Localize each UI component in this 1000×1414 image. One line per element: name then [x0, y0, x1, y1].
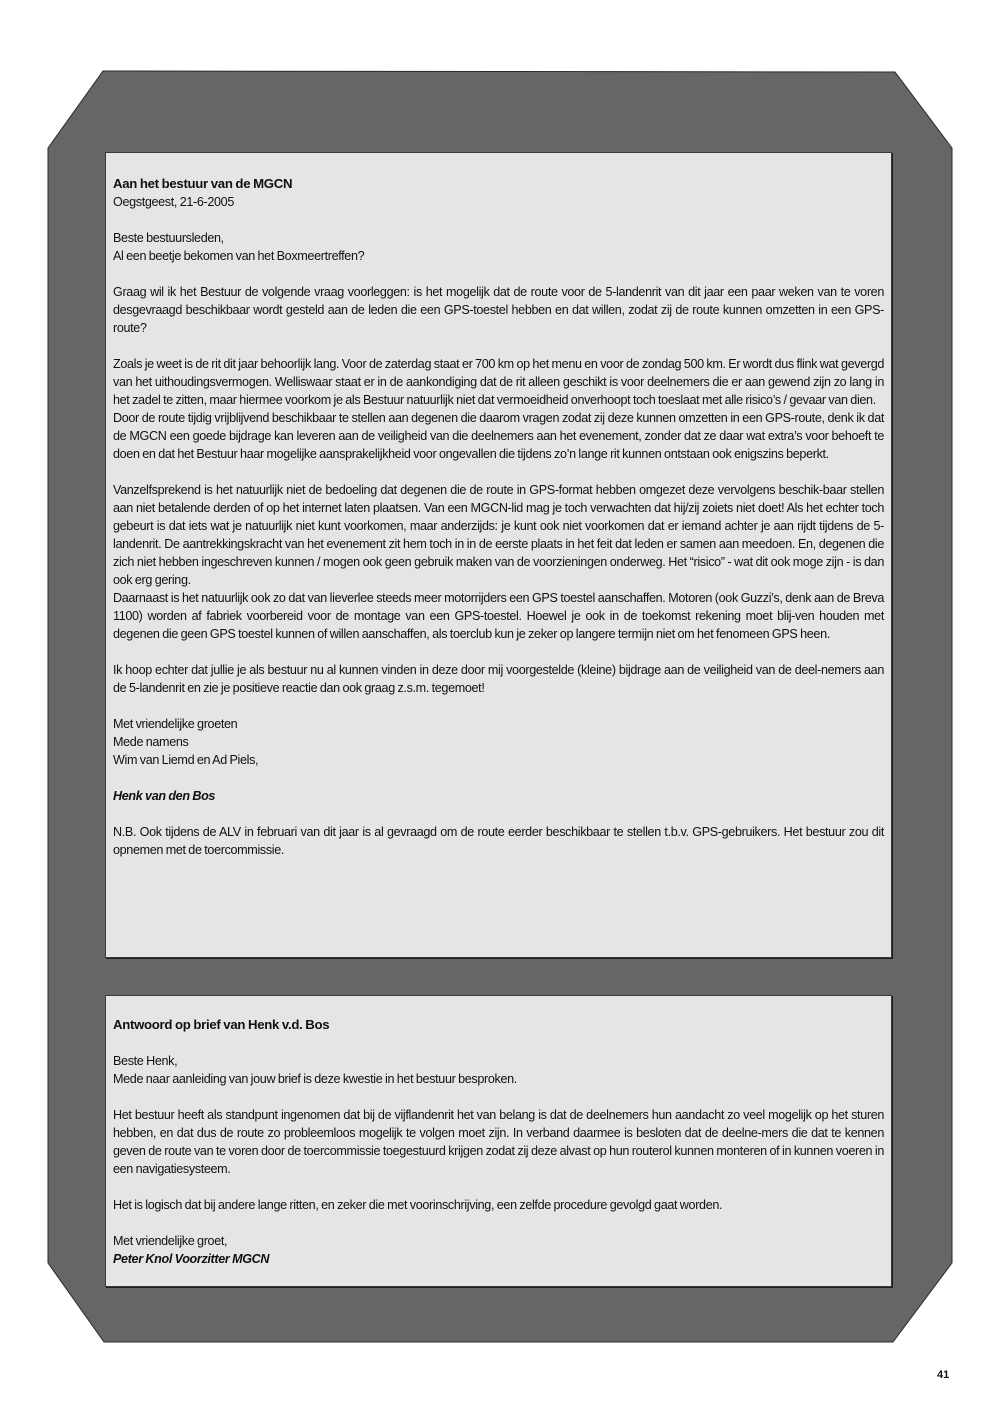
letter-panel [105, 152, 892, 958]
letter-signature: Henk van den Bos [113, 789, 216, 803]
letter-paragraph: Door de route tijdig vrijblijvend beschikbaar te stellen aan degenen die daarom vragen zodat zij deze kunnen omzetten in een GPS-route, denk ik dat de MGCN een goede bijdrage kan leveren aan de veiligheid van die deelnemers aan het evenement, zonder dat ze daar wat extra’s voor behoeft te doen en dat het Bestuur haar mogelijke aansprakelijkheid voor ongevallen die tijdens zo’n lange rit kunnen ontstaan ook enigszins beperkt. [113, 411, 884, 461]
letter-co-signers: Wim van Liemd en Ad Piels, [113, 753, 259, 767]
letter-opening: Al een beetje bekomen van het Boxmeertreffen? [113, 249, 365, 263]
letter-closing: Met vriendelijke groeten [113, 717, 238, 731]
reply-salutation: Beste Henk, [113, 1054, 178, 1068]
letter-paragraph: Zoals je weet is de rit dit jaar behoorlijk lang. Voor de zaterdag staat er 700 km op het menu en voor de zondag 500 km. Er wordt dus flink wat gevergd van het uithoudingsvermogen. Welliswaar staat er in de aankondiging dat de rit alleen geschikt is voor deelnemers die er aan gewend zijn zo lang in het zadel te zitten, maar hiermee voorkom je als Bestuur natuurlijk niet dat vermoeidheid onverhoopt toch toeslaat met alle risico’s / gevaar van dien. [113, 357, 884, 407]
letter-paragraph: Graag wil ik het Bestuur de volgende vraag voorleggen: is het mogelijk dat de route voor de 5-landenrit van dit jaar een paar weken van te voren desgevraagd beschikbaar wordt gesteld aan de leden die een GPS-toestel hebben en dat willen, zodat zij de route kunnen omzetten in een GPS-route? [113, 285, 884, 335]
reply-panel [105, 995, 892, 1287]
letter-content [113, 175, 884, 859]
letter-title: Aan het bestuur van de MGCN [113, 176, 293, 191]
reply-closing: Met vriendelijke groet, [113, 1234, 228, 1248]
reply-title: Antwoord op brief van Henk v.d. Bos [113, 1017, 330, 1032]
page-number: 41 [937, 1369, 950, 1381]
letter-salutation: Beste bestuursleden, [113, 231, 224, 245]
reply-signature: Peter Knol Voorzitter MGCN [113, 1252, 270, 1266]
letter-place-date: Oegstgeest, 21-6-2005 [113, 195, 234, 209]
reply-paragraph: Het is logisch dat bij andere lange ritten, en zeker die met voorinschrijving, een zelfde procedure gevolgd gaat worden. [113, 1198, 723, 1212]
letter-postscript: N.B. Ook tijdens de ALV in februari van dit jaar is al gevraagd om de route eerder beschikbaar te stellen t.b.v. GPS-gebruikers. Het bestuur zou dit opnemen met de toercommissie. [113, 825, 884, 857]
reply-paragraph: Het bestuur heeft als standpunt ingenomen dat bij de vijflandenrit het van belang is dat de deelnemers hun aandacht zo veel mogelijk op het sturen hebben, en dat dus de route zo probleemloos mogelijk te volgen moet zijn. In verband daarmee is besloten dat de deelne-mers die dat te kennen geven de route van te voren door de toercommissie toegestuurd krijgen zodat zij deze alvast op hun routerol kunnen monteren of in kunnen voeren in een navigatiesysteem. [113, 1108, 884, 1176]
letter-paragraph: Vanzelfsprekend is het natuurlijk niet de bedoeling dat degenen die de route in GPS-format hebben omgezet deze vervolgens beschik-baar stellen aan niet betalende derden of op het internet laten plaatsen. Van een MGCN-lid mag je toch verwachten dat hij/zij zoiets niet doet! Als het echter toch gebeurt is dat iets wat je natuurlijk niet kunt voorkomen, maar anderzijds: je kunt ook niet voorkomen dat er iemand achter je aan rijdt tijdens de 5-landenrit. De aantrekkingskracht van het evenement zit hem toch in in de eerste plaats in het feit dat leden er samen aan meedoen. En, degenen die zich niet hebben ingeschreven kunnen / mogen ook geen gebruik maken van de voorzieningen onderweg. Het “risico” - wat dit ook moge zijn - is dan ook erg gering. [113, 483, 884, 587]
letter-paragraph: Daarnaast is het natuurlijk ook zo dat van lieverlee steeds meer motorrijders een GPS toestel aanschaffen. Motoren (ook Guzzi’s, denk aan de Breva 1100) worden af fabriek voorbereid voor de montage van een GPS-toestel. Hoewel je ook in de toekomst rekening moet blij-ven houden met degenen die geen GPS toestel kunnen of willen aanschaffen, als toerclub kun je zeker op langere termijn niet om het fenomeen GPS heen. [113, 591, 884, 641]
reply-opening: Mede naar aanleiding van jouw brief is deze kwestie in het bestuur besproken. [113, 1072, 517, 1086]
reply-content [113, 1016, 884, 1268]
letter-paragraph: Ik hoop echter dat jullie je als bestuur nu al kunnen vinden in deze door mij voorgestelde (kleine) bijdrage aan de veiligheid van de deel-nemers aan de 5-landenrit en zie je positieve reactie dan ook graag z.s.m. tegemoet! [113, 663, 884, 695]
letter-on-behalf: Mede namens [113, 735, 189, 749]
